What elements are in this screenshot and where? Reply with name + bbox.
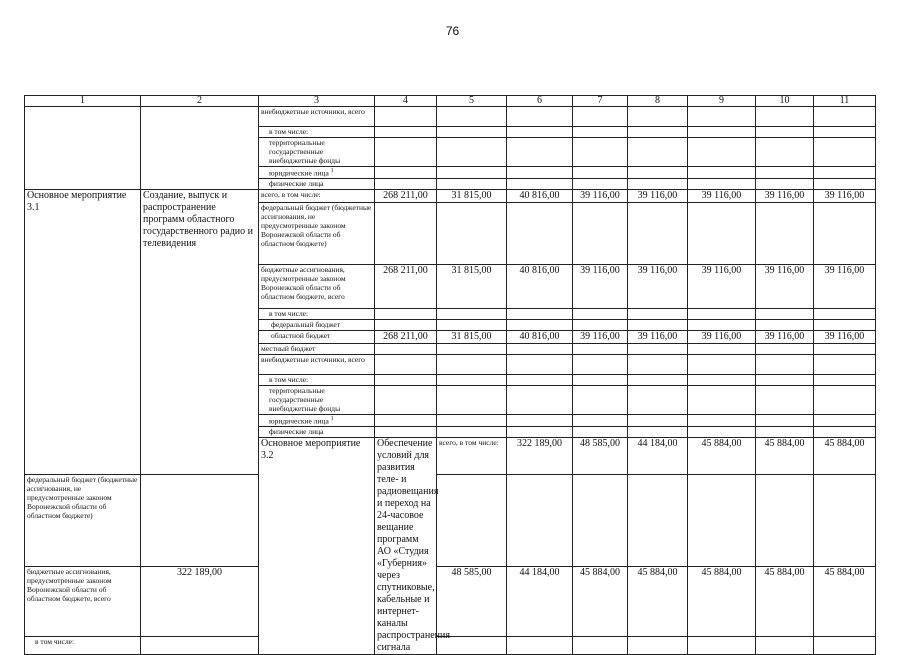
source-label: внебюджетные источники, всего: [259, 355, 375, 375]
source-label: бюджетные ассигнования, предусмотренные законом Воронежской области об областном бюджете, всего: [25, 567, 141, 637]
table-row: [25, 190, 876, 203]
value-cell: 268 211,00: [375, 331, 437, 344]
source-label: физические лица: [259, 427, 375, 438]
col-header: 5: [437, 96, 507, 107]
event-3-1-description: Создание, выпуск и распространение программ областного государственного радио и телевидения: [141, 190, 259, 475]
source-label: федеральный бюджет (бюджетные ассигнования, не предусмотренные законом Воронежской области об областном бюджете): [25, 474, 141, 567]
source-label: областной бюджет: [259, 331, 375, 344]
col-header: 1: [25, 96, 141, 107]
col-header: 6: [507, 96, 573, 107]
value-cell: 45 884,00: [688, 438, 756, 475]
value-cell: 44 184,00: [507, 567, 573, 637]
footnote-mark: 1: [330, 416, 334, 422]
source-label: территориальные государственные внебюджетные фонды: [259, 386, 375, 415]
value-cell: 39 116,00: [688, 331, 756, 344]
col-header: 9: [688, 96, 756, 107]
source-label: физические лица: [259, 179, 375, 190]
col-header: 11: [814, 96, 876, 107]
empty-cell: [25, 107, 141, 190]
value-cell: 39 116,00: [573, 331, 628, 344]
value-cell: 31 815,00: [437, 190, 507, 203]
value-cell: 39 116,00: [814, 265, 876, 309]
value-cell: 268 211,00: [375, 190, 437, 203]
value-cell: 48 585,00: [573, 438, 628, 475]
value-cell: 322 189,00: [507, 438, 573, 475]
event-3-2-name: Основное мероприятие 3.2: [259, 438, 375, 655]
value-cell: 39 116,00: [814, 190, 876, 203]
value-cell: 45 884,00: [814, 438, 876, 475]
col-header: 10: [756, 96, 814, 107]
source-label: в том числе:: [259, 375, 375, 386]
source-label: всего, в том числе:: [437, 438, 507, 475]
value-cell: 39 116,00: [628, 265, 688, 309]
event-3-2-description: Обеспечение условий для развития теле- и радиовещания и переход на 24-часовое вещание программ АО «Студия «Губерния» через спутниковые, кабельные и интернет-каналы распространения сигнала: [375, 438, 437, 655]
source-label: юридические лица $^1$: [259, 167, 375, 179]
table-row: [25, 567, 876, 637]
source-label: в том числе:: [25, 637, 141, 655]
value-cell: 31 815,00: [437, 331, 507, 344]
col-header: 8: [628, 96, 688, 107]
value-cell: 45 884,00: [628, 567, 688, 637]
source-label: в том числе:: [259, 127, 375, 138]
value-cell: 45 884,00: [756, 567, 814, 637]
empty-cell: [141, 107, 259, 190]
value-cell: 268 211,00: [375, 265, 437, 309]
value-cell: 45 884,00: [688, 567, 756, 637]
header-row: [25, 96, 876, 107]
table-row: [25, 474, 876, 567]
value-cell: 40 816,00: [507, 331, 573, 344]
col-header: 3: [259, 96, 375, 107]
value-cell: 39 116,00: [573, 190, 628, 203]
value-cell: 45 884,00: [573, 567, 628, 637]
budget-table: [24, 95, 876, 655]
value-cell: 39 116,00: [756, 190, 814, 203]
source-label: юридические лица $^1$: [259, 415, 375, 427]
value-cell: 44 184,00: [628, 438, 688, 475]
value-cell: 31 815,00: [437, 265, 507, 309]
col-header: 7: [573, 96, 628, 107]
source-label: всего, в том числе:: [259, 190, 375, 203]
value-cell: 40 816,00: [507, 190, 573, 203]
source-label: федеральный бюджет: [259, 320, 375, 331]
value-cell: 39 116,00: [688, 190, 756, 203]
value-cell: 48 585,00: [437, 567, 507, 637]
value-cell: 39 116,00: [814, 331, 876, 344]
value-cell: 39 116,00: [573, 265, 628, 309]
col-header: 2: [141, 96, 259, 107]
table-row: [25, 637, 876, 655]
source-label: бюджетные ассигнования, предусмотренные законом Воронежской области об областном бюджете, всего: [259, 265, 375, 309]
value-cell: 45 884,00: [814, 567, 876, 637]
event-3-1-name: Основное мероприятие 3.1: [25, 190, 141, 475]
value-cell: 45 884,00: [756, 438, 814, 475]
value-cell: 39 116,00: [756, 265, 814, 309]
table-row: [25, 107, 876, 127]
value-cell: 39 116,00: [628, 331, 688, 344]
source-label: местный бюджет: [259, 344, 375, 355]
value-cell: 39 116,00: [628, 190, 688, 203]
source-label: внебюджетные источники, всего: [259, 107, 375, 127]
source-label: территориальные государственные внебюджетные фонды: [259, 138, 375, 167]
footnote-mark: 1: [330, 168, 334, 174]
value-cell: 40 816,00: [507, 265, 573, 309]
source-label: федеральный бюджет (бюджетные ассигнования, не предусмотренные законом Воронежской области об областном бюджете): [259, 203, 375, 265]
value-cell: 39 116,00: [756, 331, 814, 344]
value-cell: 322 189,00: [141, 567, 259, 637]
value-cell: 39 116,00: [688, 265, 756, 309]
source-label: в том числе:: [259, 309, 375, 320]
col-header: 4: [375, 96, 437, 107]
page-number: 76: [445, 24, 460, 38]
